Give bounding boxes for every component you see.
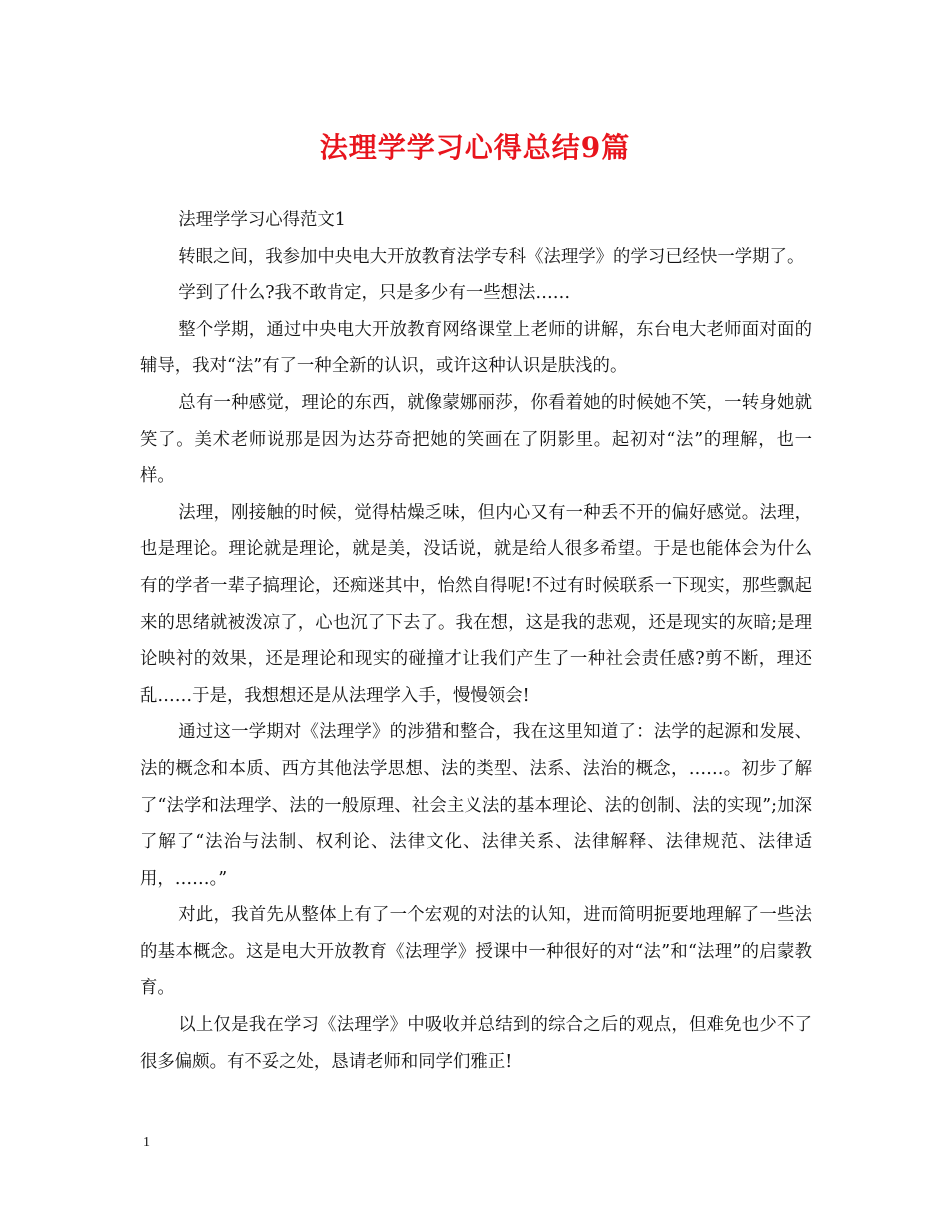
paragraph: 整个学期，通过中央电大开放教育网络课堂上老师的讲解，东台电大老师面对面的辅导，我对“法”有了一种全新的认识，或许这种认识是肤浅的。: [140, 319, 812, 377]
document-title: 法理学学习心得总结9篇: [319, 131, 631, 164]
document-body: [140, 202, 812, 1080]
paragraph: 以上仅是我在学习《法理学》中吸收并总结到的综合之后的观点，但难免也少不了很多偏颇。有不妥之处，恳请老师和同学们雅正!: [140, 1015, 812, 1072]
paragraph: 对此，我首先从整体上有了一个宏观的对法的认知，进而简明扼要地理解了一些法的基本概念。这是电大开放教育《法理学》授课中一种很好的对“法”和“法理”的启蒙教育。: [140, 905, 812, 999]
paragraph: 总有一种感觉，理论的东西，就像蒙娜丽莎，你看着她的时候她不笑，一转身她就笑了。美术老师说那是因为达芬奇把她的笑画在了阴影里。起初对“法”的理解，也一样。: [140, 392, 812, 487]
page-number: 1: [143, 1135, 150, 1150]
paragraph: 通过这一学期对《法理学》的涉猎和整合，我在这里知道了：法学的起源和发展、法的概念和本质、西方其他法学思想、法的类型、法系、法治的概念，……。初步了解了“法学和法理学、法的一般原理、社会主义法的基本理论、法的创制、法的实现”;加深了解了“法治与法制、权利论、法律文化、法律关系、法律解释、法律规范、法律适用，……。”: [140, 722, 812, 889]
paragraph-heading: 法理学学习心得范文1: [178, 210, 346, 230]
paragraph: 法理，刚接触的时候，觉得枯燥乏味，但内心又有一种丢不开的偏好感觉。法理，也是理论。理论就是理论，就是美，没话说，就是给人很多希望。于是也能体会为什么有的学者一辈子搞理论，还痴迷其中，怡然自得呢!不过有时候联系一下现实，那些飘起来的思绪就被泼凉了，心也沉了下去了。我在想，这是我的悲观，还是现实的灰暗;是理论映衬的效果，还是理论和现实的碰撞才让我们产生了一种社会责任感?剪不断，理还乱……于是，我想想还是从法理学入手，慢慢领会!: [140, 502, 812, 706]
paragraph: 学到了什么?我不敢肯定，只是多少有一些想法……: [178, 283, 571, 304]
paragraph: 转眼之间，我参加中央电大开放教育法学专科《法理学》的学习已经快一学期了。: [178, 246, 805, 267]
